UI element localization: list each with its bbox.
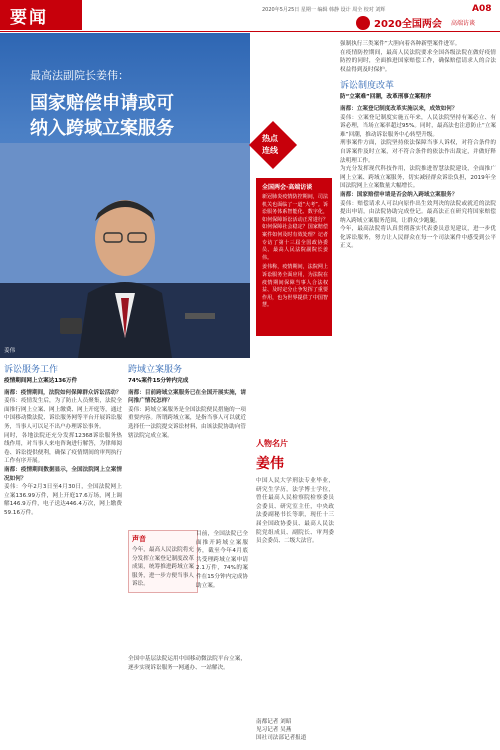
profile-credits: 南都记者 刘昭 见习记者 吴燕 国社司法部记者报道 bbox=[256, 719, 307, 741]
paragraph: 姜伟：跨域立案服务是全国法院便民措施的一项重要内容。所谓跨域立案，是指当事人可以就近选择任一法院提交诉讼材料，由该法院协助向管辖法院完成立案。 bbox=[128, 406, 246, 439]
paragraph: 目前，全国法院已全面推开跨域立案服务，截至今年4月底共受理跨域立案申请2.1万件，74%的案件在15分钟内完成协助立案。 bbox=[196, 531, 248, 589]
banner-subtitle: 高端访谈 bbox=[451, 20, 476, 27]
paragraph: 姜伟：疫情发生后，为了防止人员聚集，法院全面推行网上立案、网上缴费、网上开庭等，通过中国移动微法院、诉讼服务网等平台开展诉讼服务，当事人可以足不出户办理诉讼事务。 bbox=[4, 398, 122, 430]
paragraph: 强制执行三类案件”大胆向着各种新型案件进军。 bbox=[340, 41, 461, 47]
hero-headline-2: 纳入跨域立案服务 bbox=[30, 118, 174, 139]
paragraph: 姜伟：今年2月3日至4月30日，全国法院网上立案136.99万件，网上开庭17.6万场，网上调解146.9万件，电子送达446.4万次，网上缴费59.16万件。 bbox=[4, 484, 122, 516]
sec-cross bbox=[128, 362, 246, 440]
paragraph: 姜伟：赔偿请求人可以向原作出生效判决的法院或就近的法院提出申请，由法院协助完成登记。最高法正在研究将国家赔偿纳入跨域立案服务范围，让群众少跑腿。 bbox=[340, 200, 496, 224]
paragraph: 为充分发挥现代科技作用，法院推进智慧法院建设，全面推广网上立案、跨域立案服务，切实减轻群众诉讼负担，2019年全国法院网上立案数量大幅增长。 bbox=[340, 166, 496, 190]
sec-epidemic-subtitle: 疫情期间网上立案达136万件 bbox=[4, 378, 78, 384]
paper-logo bbox=[356, 16, 370, 30]
section-title: 要闻 bbox=[10, 8, 48, 28]
right-sec-subtitle: 防“立案难”回潮，改革刑事立案程序 bbox=[340, 94, 432, 101]
sidebar-note-title: 声音 bbox=[132, 535, 146, 543]
sec-cross-cont bbox=[196, 530, 248, 590]
sec-cross-title: 跨域立案服务 bbox=[128, 365, 183, 375]
sidebar-note bbox=[128, 530, 198, 593]
hero-kicker: 最高法副院长姜伟： bbox=[30, 69, 129, 82]
hero-headline-1: 国家赔偿申请或可 bbox=[30, 93, 174, 114]
right-column bbox=[340, 40, 496, 745]
page-number: A08 bbox=[472, 4, 492, 14]
sidebar-note-text: 今年，最高人民法院将充分发挥立案登记制度改革成果，统筹推进跨域立案服务，进一步方便当事人诉讼。 bbox=[132, 547, 194, 588]
portrait-photo bbox=[0, 143, 250, 358]
sec-epidemic bbox=[4, 362, 122, 518]
sec-epidemic-title: 诉讼服务工作 bbox=[4, 365, 59, 375]
side-box-text: 新冠肺炎疫情防控期间，司法机关也面临了一道“大考”。诉讼服务体系智能化、数字化，如何保障诉讼活动正常进行？如何保障社会稳定？国家赔偿案件如何及时有效处理？记者专访了第十三届全国政协委员、最高人民法院副院长姜伟。 bbox=[262, 194, 328, 261]
paragraph: 南都：疫情期间，法院如何保障群众诉讼活动？ bbox=[4, 389, 122, 396]
paragraph: 刑事案件方面，法院坚持依法保障当事人诉权，对符合条件的自诉案件及时立案，对不符合条件的依法作出裁定，并做好释法明理工作。 bbox=[340, 140, 496, 164]
sec-cross-cont-2 bbox=[128, 655, 246, 672]
sec-cross-subtitle: 74%案件15分钟内完成 bbox=[128, 378, 189, 384]
hot-badge-line-1: 热点 bbox=[262, 134, 278, 143]
paragraph: 南都：国家赔偿申请是否会纳入跨域立案服务？ bbox=[340, 191, 458, 198]
paragraph: 南都：立案登记制度改革实施以来，成效如何？ bbox=[340, 105, 458, 112]
masthead-rule bbox=[0, 31, 500, 32]
side-box-title: 全国两会·高端访谈 bbox=[262, 184, 313, 191]
paragraph: 同时，各地法院还充分发挥12368诉讼服务热线作用，对当事人来电咨询进行解答，为律师阅卷、诉讼提供便利，确保了疫情期间的审判执行工作有序开展。 bbox=[4, 432, 122, 465]
hero-panel bbox=[0, 33, 250, 358]
paragraph: 姜伟：立案登记制度实施五年来，人民法院坚持有案必立、有诉必理，当场立案率超过95%。同时，最高法也注意防止“立案难”回潮，推动诉讼服务中心转型升级。 bbox=[340, 114, 496, 138]
right-sec-title: 诉讼制度改革 bbox=[340, 81, 395, 92]
paragraph: 南都：目前跨域立案服务已在全国开展实施，请问推广情况怎样？ bbox=[128, 389, 246, 405]
date-line: 2020年5月25日 星期一 编辑 韩静 设计 周全 校对 刘辉 bbox=[262, 7, 386, 13]
side-box-more: 姜伟称，疫情期间，法院网上诉讼服务全面应用，为法院在疫情期间保障当事人合法权益、及时定分止争发挥了重要作用，也为世界提供了中国智慧。 bbox=[262, 264, 328, 309]
profile-box bbox=[256, 438, 334, 718]
banner-title: 2020全国两会 bbox=[374, 19, 442, 30]
paragraph: 在疫情防控期间，最高人民法院要求全国各级法院在做好疫情防控的同时，全面推进国家赔偿工作，确保赔偿请求人的合法权益得到及时保护。 bbox=[340, 49, 496, 73]
side-box-body bbox=[262, 194, 328, 310]
photo-caption: 姜伟 bbox=[4, 348, 16, 354]
paragraph: 今年，最高法院将认真贯彻落实代表委员意见建议，进一步优化诉讼服务，努力让人民群众在每一个司法案件中感受到公平正义。 bbox=[340, 226, 496, 250]
hot-badge-line-2: 连线 bbox=[262, 146, 278, 155]
paragraph: 南都：疫情期间数据显示，全国法院网上立案情况如何？ bbox=[4, 466, 122, 482]
profile-text: 中国人民大学刑法专业毕业，研究生学历，法学博士学位，曾任最高人民检察院检察委员会委员、研究室主任，中央政法委副秘书长等职，现任十三届全国政协委员、最高人民法院党组成员、副院长、审判委员会委员、二级大法官。 bbox=[256, 478, 334, 545]
profile-name: 姜伟 bbox=[256, 456, 284, 472]
profile-title: 人物名片 bbox=[256, 439, 288, 448]
paragraph: 全国中基层法院运用中国移动微法院平台立案，逐步实现诉讼服务一网通办、一站解决。 bbox=[128, 656, 246, 671]
